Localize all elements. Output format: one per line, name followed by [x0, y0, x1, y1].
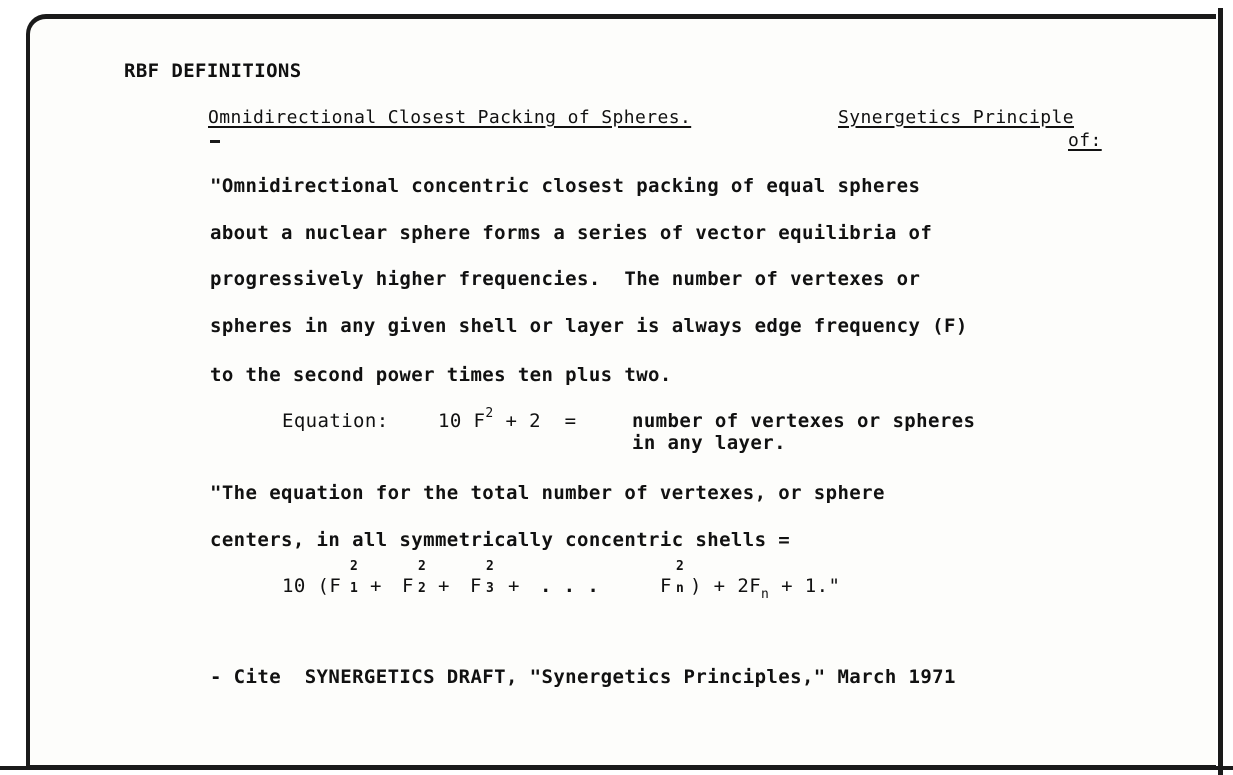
page-title: RBF DEFINITIONS [124, 60, 302, 82]
equation2-close: ) + $2F_n + 1$." [690, 575, 841, 602]
equation2-termn-scripts: 2 n [676, 559, 684, 596]
card-bottom-edge [0, 766, 1233, 770]
paragraph1-line4: spheres in any given shell or layer is always edge frequency (F) [210, 315, 968, 337]
equation2-termn-base: F [660, 575, 672, 597]
citation: - Cite SYNERGETICS DRAFT, "Synergetics Principles," March 1971 [210, 666, 956, 688]
paragraph1-line3: progressively higher frequencies. The number of vertexes or [210, 268, 921, 290]
equation2-term1-scripts: 2 1 [350, 559, 358, 596]
equation2-plus3: + [508, 575, 520, 597]
paragraph2-line2: centers, in all symmetrically concentric shells = [210, 529, 791, 551]
paragraph1-line5: to the second power times ten plus two. [210, 364, 672, 386]
equation2-term2-scripts: 2 2 [418, 559, 426, 596]
source-label-line1: Synergetics Principle [838, 107, 1074, 128]
equation1-exponent: 2 [485, 406, 494, 421]
underline-dash-mark [210, 140, 220, 143]
equation1-rhs-line2: in any layer. [632, 432, 786, 454]
equation2-term3-base: F [470, 575, 482, 597]
equation2-ellipsis: . . . [540, 575, 600, 597]
paragraph2-line1: "The equation for the total number of vertexes, or sphere [210, 482, 885, 504]
equation2-open: 10 (F [282, 575, 342, 597]
equation1-label: Equation: [282, 410, 389, 432]
card-right-edge [1218, 8, 1223, 775]
equation1-rhs-line1: number of vertexes or spheres [632, 410, 976, 432]
equation2-plus1: + [370, 575, 382, 597]
equation2-term2-base: F [402, 575, 414, 597]
equation2-term3-scripts: 2 3 [486, 559, 494, 596]
paragraph1-line1: "Omnidirectional concentric closest packing of equal spheres [210, 175, 921, 197]
entry-term: Omnidirectional Closest Packing of Spheres. [208, 107, 692, 128]
paragraph1-line2: about a nuclear sphere forms a series of vector equilibria of [210, 222, 933, 244]
equation2-plus2: + [438, 575, 450, 597]
equation1-lhs: 10 $F^2 + 2$ = [438, 406, 577, 432]
source-label-line2: of: [1068, 130, 1102, 151]
